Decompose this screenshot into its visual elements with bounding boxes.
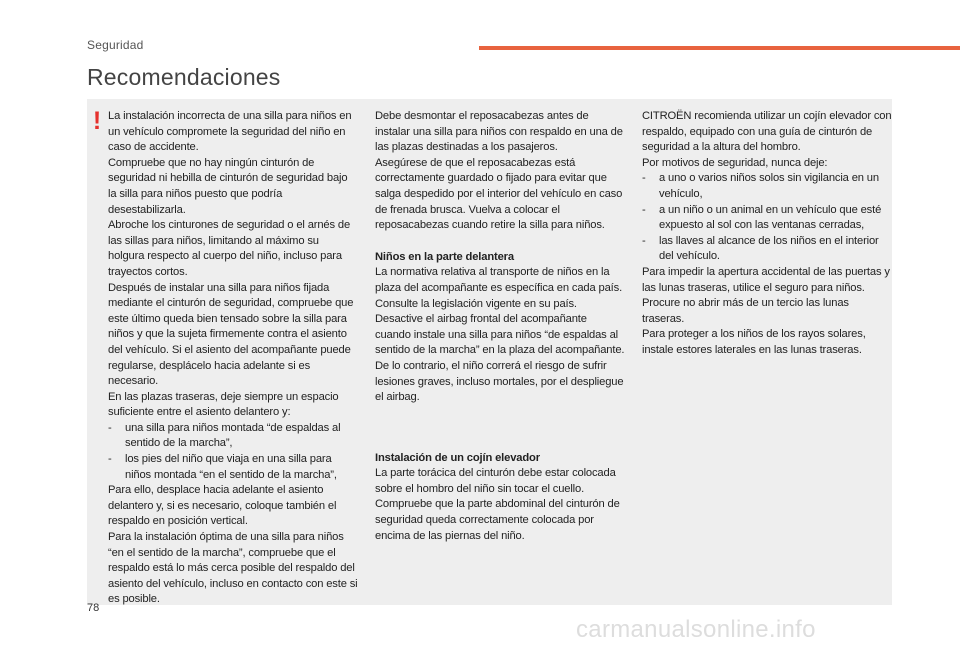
spacer — [375, 234, 625, 250]
dash-marker: - — [642, 172, 646, 185]
dash-marker: - — [108, 453, 112, 466]
dash-marker: - — [642, 234, 646, 247]
exclamation-icon: ! — [92, 107, 102, 135]
list-item-text: a un niño o un animal en un vehículo que esté expuesto al sol con las ventanas cerradas, — [659, 203, 882, 232]
paragraph: Abroche los cinturones de seguridad o el arnés de las sillas para niños, limitando al máximo su holgura respecto al cuerpo del niño, incluso para trayectos cortos. — [108, 219, 351, 278]
paragraph: Compruebe que la parte abdominal del cinturón de seguridad queda correctamente colocada por encima de las piernas del niño. — [375, 498, 620, 542]
list-item-text: una silla para niños montada “de espaldas al sentido de la marcha”, — [125, 421, 341, 450]
watermark: carmanualsonline.info — [576, 616, 816, 643]
section-heading: Instalación de un cojín elevador — [375, 451, 540, 464]
list-item-text: a uno o varios niños solos sin vigilancia en un vehículo, — [659, 172, 879, 200]
paragraph: La parte torácica del cinturón debe estar colocada sobre el hombro del niño sin tocar el cuello. — [375, 467, 616, 495]
list-item-text: los pies del niño que viaja en una silla para niños montada “en el sentido de la marcha”, — [125, 453, 337, 481]
list-item — [642, 203, 892, 234]
paragraph: En las plazas traseras, deje siempre un espacio suficiente entre el asiento delantero y: — [108, 390, 339, 419]
page-number: 78 — [87, 602, 100, 614]
paragraph: Para ello, desplace hacia adelante el asiento delantero y, si es necesario, coloque también el respaldo en posición vertical. — [108, 484, 337, 528]
list-item — [108, 452, 358, 483]
list-item — [642, 171, 892, 202]
list-item — [642, 234, 892, 265]
paragraph: Para la instalación óptima de una silla para niños “en el sentido de la marcha”, compruebe que el respaldo está lo más cerca posible del respaldo del asiento del vehículo, incluso en contacto con este si es posible. — [108, 531, 358, 606]
section-heading: Niños en la parte delantera — [375, 250, 514, 263]
paragraph: La instalación incorrecta de una silla para niños en un vehículo compromete la seguridad del niño en caso de accidente. — [108, 110, 352, 154]
page-title: Recomendaciones — [87, 64, 281, 90]
accent-bar — [479, 46, 960, 50]
paragraph: Desactive el airbag frontal del acompañante cuando instale una silla para niños “de espaldas al sentido de la marcha” en la plaza del acompañante. De lo contrario, el niño correrá el riesgo de sufrir lesiones graves, incluso mortales, por el despliegue el airbag. — [375, 313, 625, 404]
column-2 — [375, 109, 625, 544]
paragraph: Para impedir la apertura accidental de las puertas y las lunas traseras, utilice el seguro para niños. — [642, 265, 890, 294]
paragraph: Para proteger a los niños de los rayos solares, instale estores laterales en las lunas traseras. — [642, 328, 866, 356]
paragraph: Compruebe que no hay ningún cinturón de seguridad ni hebilla de cinturón de seguridad bajo la silla para niños puesto que podría desestabilizarla. — [108, 156, 348, 216]
paragraph: Después de instalar una silla para niños fijada mediante el cinturón de seguridad, compruebe que este último queda bien tensado sobre la silla para niños y que la sujeta firmemente contra el asiento del vehículo. Si el asiento del acompañante puede regularse, desplácelo hacia adelante si es necesario. — [108, 281, 354, 388]
column-1 — [108, 109, 358, 608]
list-item — [108, 421, 358, 452]
paragraph: Asegúrese de que el reposacabezas está correctamente guardado o fijado para evitar que salga despedido por el interior del vehículo en caso de frenada brusca. Vuelva a colocar el reposacabezas cuando retire la silla para niños. — [375, 156, 623, 232]
section-label: Seguridad — [87, 38, 144, 52]
paragraph: Procure no abrir más de un tercio las lunas traseras. — [642, 297, 849, 325]
paragraph: La normativa relativa al transporte de niños en la plaza del acompañante es específica en cada país. Consulte la legislación vigente en su país. — [375, 266, 623, 310]
dash-marker: - — [108, 421, 112, 434]
paragraph: CITROËN recomienda utilizar un cojín elevador con respaldo, equipado con una guía de cinturón de seguridad a la altura del hombro. — [642, 110, 892, 154]
paragraph: Por motivos de seguridad, nunca deje: — [642, 156, 828, 169]
dash-marker: - — [642, 203, 646, 216]
list-item-text: las llaves al alcance de los niños en el interior del vehículo. — [659, 234, 879, 263]
spacer — [375, 406, 625, 451]
paragraph: Debe desmontar el reposacabezas antes de instalar una silla para niños con respaldo en una de las plazas destinadas a los pasajeros. — [375, 110, 623, 154]
column-3 — [642, 109, 892, 359]
